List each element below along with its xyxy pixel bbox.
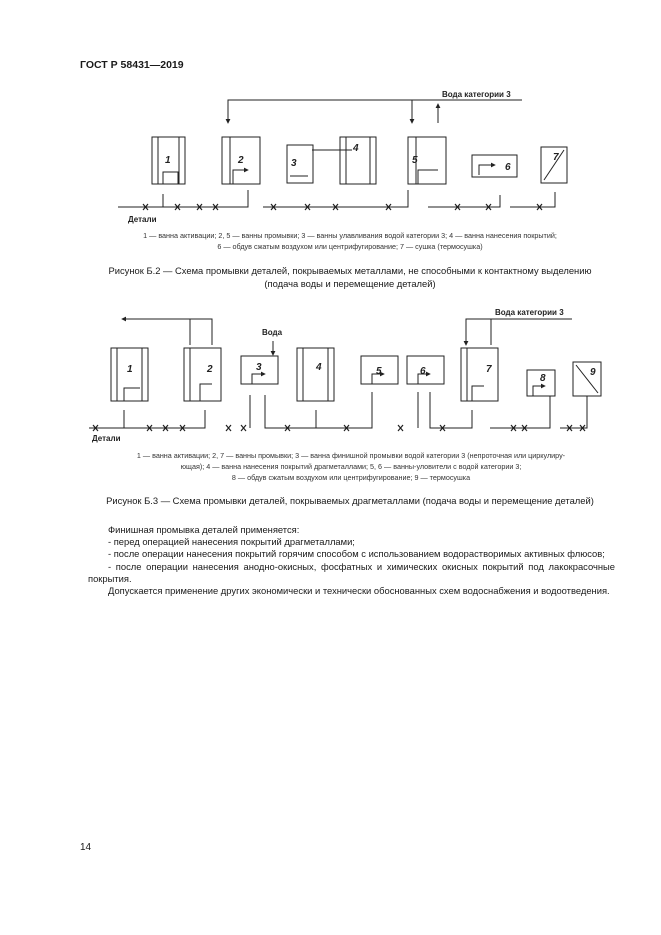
- parts-transport-line: [89, 392, 587, 428]
- document-header: ГОСТ Р 58431—2019: [80, 59, 184, 71]
- bath-label: 9: [590, 367, 596, 378]
- legend-line: 1 — ванна активации; 2, 7 — ванны промывки; 3 — ванна финишной промывки водой категории 3 (непроточная или циркулиру-: [136, 451, 566, 460]
- parts-label: Детали: [128, 215, 157, 224]
- water-label: Вода категории 3: [495, 308, 564, 317]
- figure-b2-legend: [80, 230, 620, 252]
- bath-label: 1: [127, 364, 133, 375]
- water-supply-line: [466, 319, 572, 345]
- bath-label: 1: [165, 155, 171, 166]
- bath-label: 8: [540, 373, 546, 384]
- bath-label: 5: [412, 155, 418, 166]
- list-item: - после операции нанесения покрытий горячим способом с использованием водорастворимых активных флюсов;: [108, 548, 605, 560]
- figure-b3-diagram: [0, 305, 661, 445]
- list-item: - перед операцией нанесения покрытий драгметаллами;: [108, 536, 355, 548]
- water-label: Вода: [262, 328, 283, 337]
- body-text: [88, 524, 615, 597]
- bath-label: 6: [420, 366, 426, 377]
- bath-label: 3: [256, 362, 262, 373]
- legend-line: 8 — обдув сжатым воздухом или центрифугирование; 9 — термосушка: [231, 473, 471, 482]
- water-label: Вода категории 3: [442, 90, 511, 99]
- figure-b3-caption: Рисунок Б.3 — Схема промывки деталей, покрываемых драгметаллами (подача воды и перемещение деталей): [106, 495, 594, 506]
- bath-label: 4: [316, 362, 322, 373]
- bath-label: 2: [238, 155, 244, 166]
- bath-label: 5: [376, 366, 382, 377]
- figure-b2-diagram: [0, 85, 661, 230]
- bath-label: 2: [207, 364, 213, 375]
- figure-b3-legend: [78, 450, 624, 483]
- page-number: 14: [80, 842, 92, 853]
- paragraph: Финишная промывка деталей применяется:: [108, 524, 300, 535]
- parts-transport-line: [118, 190, 555, 207]
- bath-label: 4: [353, 143, 359, 154]
- caption-line: (подача воды и перемещение деталей): [264, 278, 436, 289]
- parts-label: Детали: [92, 434, 121, 443]
- paragraph: Допускается применение других экономически и технически обоснованных схем водоснабжения и водоотведения.: [108, 585, 610, 597]
- bath-label: 7: [486, 364, 492, 375]
- legend-line: ющая); 4 — ванна нанесения покрытий драгметаллами; 5, 6 — ванны-уловители с водой категории 3;: [180, 462, 522, 471]
- bath-label: 7: [553, 152, 559, 163]
- figure-b2-caption: [60, 264, 640, 290]
- water-supply-line: [228, 100, 522, 123]
- caption-line: Рисунок Б.2 — Схема промывки деталей, покрываемых металлами, не способными к контактному выделению: [108, 265, 592, 276]
- bath-label: 6: [505, 162, 511, 173]
- legend-line: 6 — обдув сжатым воздухом или центрифугирование; 7 — сушка (термосушка): [217, 242, 483, 251]
- bath-label: 3: [291, 158, 297, 169]
- list-item: - после операции нанесения анодно-окисных, фосфатных и химических окисных покрытий под лакокрасочные покрытия.: [88, 560, 615, 584]
- legend-line: 1 — ванна активации; 2, 5 — ванны промывки; 3 — ванны улавливания водой категории 3; 4 — ванна нанесения покрытий;: [143, 231, 557, 240]
- recycle-line: [122, 319, 212, 345]
